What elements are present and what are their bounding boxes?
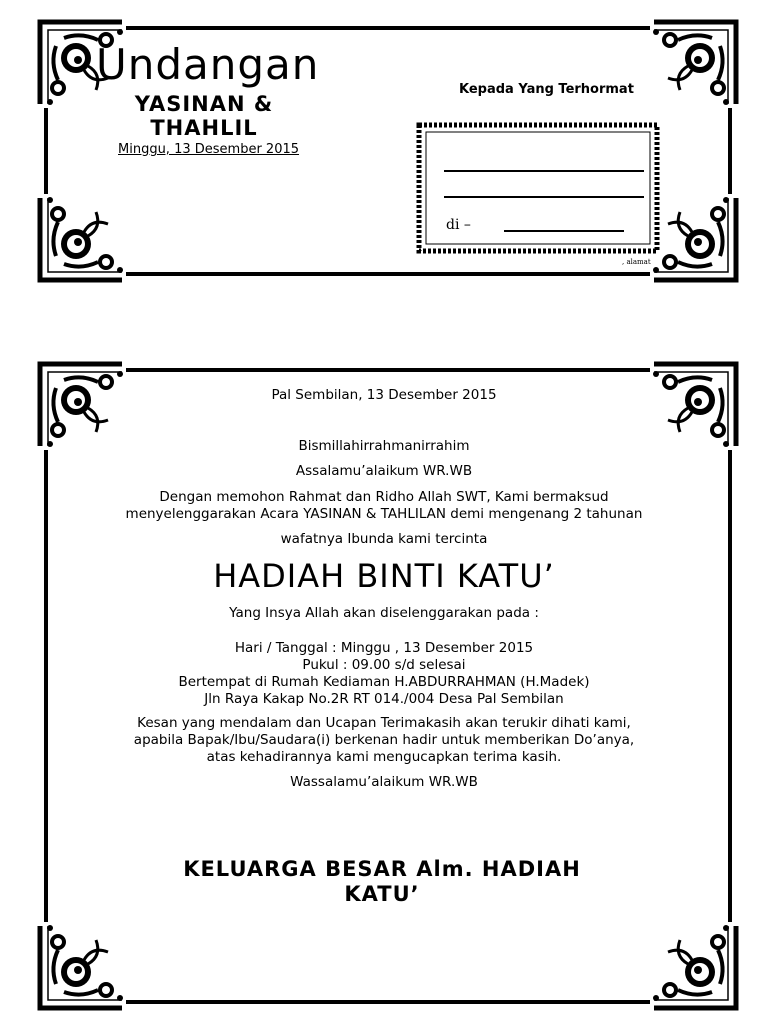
schedule-intro: Yang Insya Allah akan diselenggarakan pada : (229, 605, 539, 621)
event-time: Pukul : 09.00 s/d selesai (302, 657, 466, 673)
location-label: di – (446, 217, 471, 233)
event-details (36, 640, 732, 708)
family-line: KELUARGA BESAR Alm. HADIAH (183, 857, 581, 881)
place-date: Pal Sembilan, 13 Desember 2015 (271, 387, 497, 403)
closing-line: apabila Bapak/Ibu/Saudara(i) berkenan hadir untuk memberikan Do’anya, (133, 732, 635, 748)
event-title-line1: YASINAN & (134, 92, 274, 116)
event-venue: Bertempat di Rumah Kediaman H.ABDURRAHMAN (H.Madek) (178, 674, 590, 690)
ornament-corner-icon (650, 194, 740, 284)
ornament-corner-icon (650, 360, 740, 450)
alamat-note: , alamat (622, 258, 651, 266)
recipient-name-line (444, 196, 644, 198)
frame-right-line (728, 108, 732, 194)
location-line (504, 230, 624, 232)
intro-paragraph (36, 489, 732, 523)
family-signature (86, 857, 678, 907)
ornament-corner-icon (650, 18, 740, 108)
event-title (116, 92, 292, 140)
event-date: Minggu, 13 Desember 2015 (118, 142, 300, 157)
ornament-corner-icon (650, 922, 740, 1012)
deceased-name: HADIAH BINTI KATU’ (213, 557, 555, 595)
intro-line: wafatnya Ibunda kami tercinta (280, 531, 488, 547)
ornament-corner-icon (36, 922, 126, 1012)
frame-bottom-line (126, 272, 650, 276)
addressed-to-label: Kepada Yang Terhormat (459, 82, 634, 97)
event-title-line2: THAHLIL (150, 116, 258, 140)
invitation-title: Undangan (96, 40, 320, 89)
event-day-date: Hari / Tanggal : Minggu , 13 Desember 2015 (234, 640, 534, 656)
closing-line: atas kehadirannya kami mengucapkan terima kasih. (206, 749, 562, 765)
address-box (416, 122, 660, 254)
closing-line: Kesan yang mendalam dan Ucapan Terimakasih akan terukir dihati kami, (137, 715, 631, 731)
intro-line: menyelenggarakan Acara YASINAN & TAHLILAN demi mengenang 2 tahunan (125, 506, 643, 522)
frame-bottom-line (126, 1000, 650, 1004)
ornament-corner-icon (36, 194, 126, 284)
event-address: Jln Raya Kakap No.2R RT 014./004 Desa Pal Sembilan (204, 691, 564, 707)
family-line: KATU’ (344, 882, 420, 906)
salam-opening: Assalamu’alaikum WR.WB (295, 463, 473, 479)
frame-top-line (126, 368, 650, 372)
frame-top-line (126, 26, 650, 30)
frame-left-line (44, 108, 48, 194)
intro-line: Dengan memohon Rahmat dan Ridho Allah SWT, Kami bermaksud (159, 489, 609, 505)
recipient-name-line (444, 170, 644, 172)
closing-paragraph (36, 715, 732, 766)
bismillah: Bismillahirrahmanirrahim (298, 438, 470, 454)
ornament-corner-icon (36, 360, 126, 450)
salam-closing: Wassalamu’alaikum WR.WB (290, 774, 478, 790)
